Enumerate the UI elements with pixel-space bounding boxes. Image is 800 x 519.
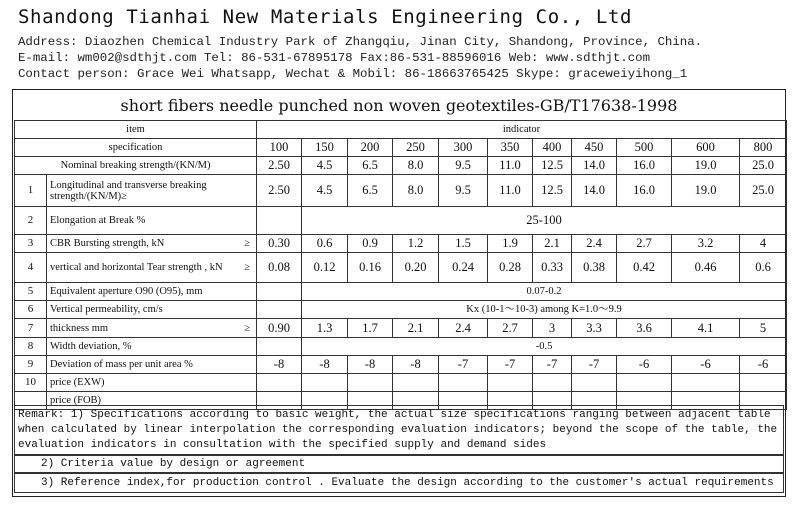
value-cell: 3 <box>533 319 572 338</box>
row-number: 1 <box>15 175 47 207</box>
value-cell-empty <box>257 338 302 356</box>
empty-cell <box>617 374 672 392</box>
value-cell: -7 <box>572 356 617 374</box>
empty-cell <box>302 374 348 392</box>
value-cell: 3.2 <box>672 235 740 253</box>
company-email-line: E-mail: wm002@sdthjt.com Tel: 86-531-67895178 Fax:86-531-88596016 Web: www.sdthjt.com <box>18 51 651 65</box>
value-cell: 0.90 <box>257 319 302 338</box>
spec-cell: 600 <box>672 139 740 157</box>
table-title: short fibers needle punched non woven geotextiles-GB/T17638-1998 <box>120 96 678 115</box>
table-row <box>15 235 787 253</box>
value-cell: -7 <box>488 356 533 374</box>
nominal-cell: 9.5 <box>439 157 488 175</box>
row-label <box>47 319 257 338</box>
row-label <box>47 207 257 235</box>
value-cell: -6 <box>672 356 740 374</box>
value-cell: 4.1 <box>672 319 740 338</box>
value-cell: 0.20 <box>393 253 439 283</box>
row-label <box>47 283 257 301</box>
row-label-text: vertical and horizontal Tear strength , kN <box>50 262 223 273</box>
nominal-cell: 25.0 <box>740 157 787 175</box>
company-contact-line: Contact person: Grace Wei Whatsapp, Wechat & Mobil: 86-18663765425 Skype: graceweiyihong_1 <box>18 67 688 81</box>
nominal-cell: 12.5 <box>533 157 572 175</box>
row-label-text: price (EXW) <box>50 377 105 388</box>
value-cell: 0.24 <box>439 253 488 283</box>
value-cell: -6 <box>617 356 672 374</box>
spec-cell: 800 <box>740 139 787 157</box>
row-label-text: Deviation of mass per unit area % <box>50 359 193 370</box>
value-cell: 6.5 <box>348 175 393 207</box>
value-cell: 1.7 <box>348 319 393 338</box>
nominal-cell: 6.5 <box>348 157 393 175</box>
value-cell-empty <box>257 283 302 301</box>
row-number: 2 <box>15 207 47 235</box>
empty-cell <box>672 374 740 392</box>
value-cell: 12.5 <box>533 175 572 207</box>
value-cell: -8 <box>257 356 302 374</box>
value-cell: 0.12 <box>302 253 348 283</box>
row-label-text: price (FOB) <box>50 395 102 406</box>
row-label-text: Vertical permeability, cm/s <box>50 304 163 315</box>
spec-cell: 150 <box>302 139 348 157</box>
spec-cell: 400 <box>533 139 572 157</box>
nominal-cell: 4.5 <box>302 157 348 175</box>
table-row <box>15 253 787 283</box>
row-number: 6 <box>15 301 47 319</box>
table-row <box>15 139 787 157</box>
empty-cell <box>439 374 488 392</box>
nominal-cell: 8.0 <box>393 157 439 175</box>
value-cell: -8 <box>302 356 348 374</box>
value-cell: 0.42 <box>617 253 672 283</box>
table-row <box>15 338 787 356</box>
value-cell-empty <box>257 301 302 319</box>
spec-cell: 350 <box>488 139 533 157</box>
empty-cell <box>348 374 393 392</box>
value-cell: 0.46 <box>672 253 740 283</box>
empty-cell <box>393 374 439 392</box>
remark-2: 2) Criteria value by design or agreement <box>14 455 784 473</box>
table-row <box>15 301 787 319</box>
value-cell: -8 <box>393 356 439 374</box>
row-label <box>47 235 257 253</box>
empty-cell <box>488 374 533 392</box>
nominal-cell: 2.50 <box>257 157 302 175</box>
company-name: Shandong Tianhai New Materials Engineering Co., Ltd <box>18 6 632 28</box>
row-number: 7 <box>15 319 47 338</box>
value-cell: 1.5 <box>439 235 488 253</box>
value-cell: 0.6 <box>740 253 787 283</box>
value-cell-empty <box>257 207 302 235</box>
row-label <box>47 338 257 356</box>
table-row <box>15 121 787 139</box>
value-cell: -6 <box>740 356 787 374</box>
spec-cell: 300 <box>439 139 488 157</box>
row-label-text: Width deviation, % <box>50 341 132 352</box>
ge-symbol: ≥ <box>244 322 251 334</box>
item-header: item <box>15 121 257 139</box>
empty-cell <box>533 374 572 392</box>
value-cell: -8 <box>348 356 393 374</box>
spec-label: specification <box>15 139 257 157</box>
merged-value-cell: 0.07-0.2 <box>302 283 787 301</box>
empty-cell <box>572 374 617 392</box>
table-row <box>15 175 787 207</box>
row-label-text: Elongation at Break % <box>50 215 146 226</box>
table-row <box>15 283 787 301</box>
value-cell: 0.6 <box>302 235 348 253</box>
value-cell: 2.50 <box>257 175 302 207</box>
value-cell: 2.4 <box>572 235 617 253</box>
spec-table <box>14 120 787 410</box>
row-label <box>47 175 257 207</box>
value-cell: 2.1 <box>533 235 572 253</box>
value-cell: -7 <box>533 356 572 374</box>
merged-value-cell: -0.5 <box>302 338 787 356</box>
value-cell: 0.33 <box>533 253 572 283</box>
row-label <box>47 356 257 374</box>
spec-cell: 100 <box>257 139 302 157</box>
value-cell: 0.28 <box>488 253 533 283</box>
table-row <box>15 356 787 374</box>
table-row <box>15 207 787 235</box>
merged-value-cell: 25-100 <box>302 207 787 235</box>
row-label <box>47 301 257 319</box>
table-row <box>15 374 787 392</box>
spec-cell: 450 <box>572 139 617 157</box>
spec-cell: 500 <box>617 139 672 157</box>
row-label-text: thickness mm <box>50 322 109 334</box>
value-cell: 9.5 <box>439 175 488 207</box>
value-cell: 0.38 <box>572 253 617 283</box>
value-cell: 0.16 <box>348 253 393 283</box>
value-cell: 1.2 <box>393 235 439 253</box>
row-label <box>47 253 257 283</box>
nominal-cell: 19.0 <box>672 157 740 175</box>
row-number: 4 <box>15 253 47 283</box>
value-cell: 1.9 <box>488 235 533 253</box>
value-cell: 3.3 <box>572 319 617 338</box>
empty-cell <box>257 374 302 392</box>
value-cell: 0.9 <box>348 235 393 253</box>
row-number: 8 <box>15 338 47 356</box>
company-address: Address: Diaozhen Chemical Industry Park of Zhangqiu, Jinan City, Shandong, Province, China. <box>18 35 703 49</box>
value-cell: 8.0 <box>393 175 439 207</box>
value-cell: -7 <box>439 356 488 374</box>
table-row <box>15 319 787 338</box>
value-cell: 4.5 <box>302 175 348 207</box>
value-cell: 2.4 <box>439 319 488 338</box>
value-cell: 16.0 <box>617 175 672 207</box>
value-cell: 5 <box>740 319 787 338</box>
row-number: 3 <box>15 235 47 253</box>
empty-cell <box>740 374 787 392</box>
value-cell: 25.0 <box>740 175 787 207</box>
value-cell: 19.0 <box>672 175 740 207</box>
merged-value-cell: Kx (10-1～10-3) among K=1.0～9.9 <box>302 301 787 319</box>
indicator-header: indicator <box>257 121 787 139</box>
value-cell: 2.1 <box>393 319 439 338</box>
value-cell: 0.08 <box>257 253 302 283</box>
row-label-text: Equivalent aperture O90 (O95), mm <box>50 286 203 297</box>
remark-3: 3) Reference index,for production control . Evaluate the design according to the customer's actual requirements <box>14 473 784 493</box>
ge-symbol: ≥ <box>244 262 251 273</box>
value-cell: 1.3 <box>302 319 348 338</box>
row-number: 5 <box>15 283 47 301</box>
value-cell: 0.30 <box>257 235 302 253</box>
nominal-cell: 11.0 <box>488 157 533 175</box>
value-cell: 2.7 <box>488 319 533 338</box>
remark-1: Remark: 1) Specifications according to basic weight, the actual size specifications ranging between adjacent table when calculated by linear interpolation the corresponding evaluation indicators; beyond the scope of the table, the evaluation indicators in consultation with the specified supply and demand sides <box>14 405 784 455</box>
nominal-label: Nominal breaking strength/(KN/M) <box>15 157 257 175</box>
value-cell: 4 <box>740 235 787 253</box>
spec-cell: 250 <box>393 139 439 157</box>
value-cell: 2.7 <box>617 235 672 253</box>
nominal-cell: 16.0 <box>617 157 672 175</box>
value-cell: 3.6 <box>617 319 672 338</box>
value-cell: 14.0 <box>572 175 617 207</box>
spec-cell: 200 <box>348 139 393 157</box>
row-number: 10 <box>15 374 47 392</box>
nominal-cell: 14.0 <box>572 157 617 175</box>
row-label-text: Longitudinal and transverse breaking strength/(KN/M)≥ <box>50 179 207 202</box>
table-row <box>15 157 787 175</box>
row-label-text: CBR Bursting strength, kN <box>50 238 165 249</box>
ge-symbol: ≥ <box>244 238 251 249</box>
row-label <box>47 374 257 392</box>
value-cell: 11.0 <box>488 175 533 207</box>
row-number: 9 <box>15 356 47 374</box>
